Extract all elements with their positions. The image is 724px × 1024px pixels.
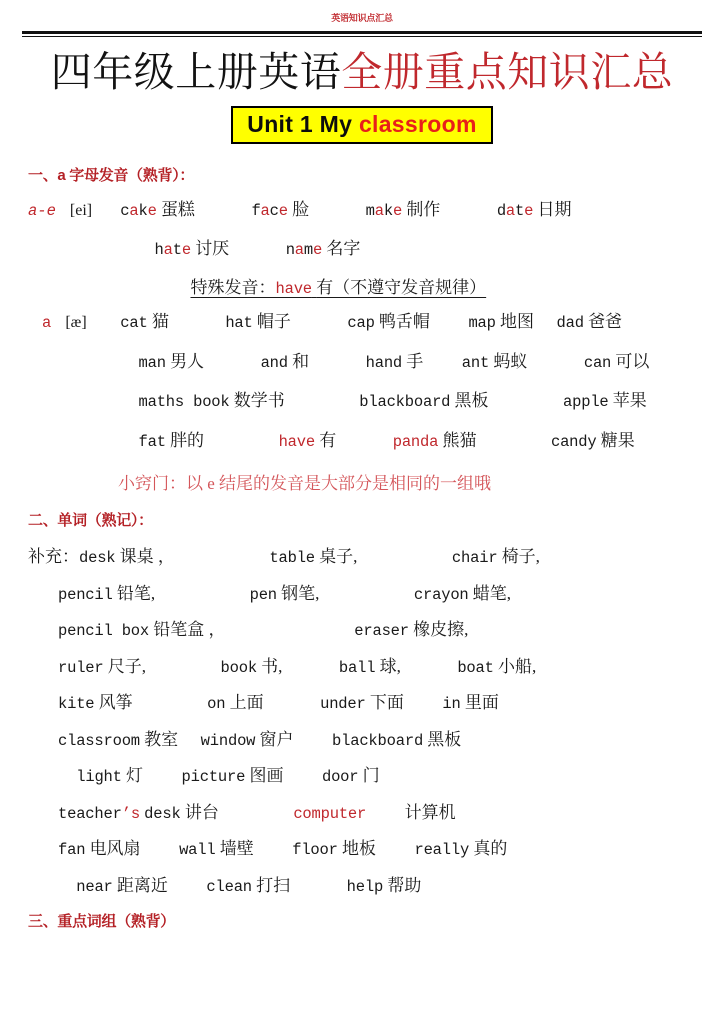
word-fan: fan 电风扇 bbox=[58, 839, 141, 860]
word-floor: floor 地板 bbox=[292, 839, 376, 860]
vocabulary-row bbox=[0, 731, 724, 750]
word-on: on 上面 bbox=[207, 693, 264, 714]
vocabulary-row bbox=[0, 658, 724, 677]
unit-banner bbox=[231, 106, 492, 144]
pronunciation-row-a-1 bbox=[0, 313, 724, 332]
word-door: door 门 bbox=[321, 766, 380, 787]
word-light: light 灯 bbox=[76, 766, 144, 787]
word-date: date 日期 bbox=[496, 199, 572, 220]
pronunciation-marker-ae: a-e [ei] bbox=[28, 201, 93, 220]
vocabulary-lead-label: 补充： bbox=[28, 547, 79, 567]
word-apple: apple 苹果 bbox=[563, 391, 647, 412]
word-wall: wall 墙壁 bbox=[179, 839, 254, 860]
word-ant: ant 蚂蚁 bbox=[461, 351, 528, 372]
word-classroom: classroom 教室 bbox=[58, 729, 179, 750]
word-window: window 窗户 bbox=[200, 729, 294, 750]
word-fat: fat 胖的 bbox=[138, 430, 205, 451]
page-title-black: 四年级上册英语 bbox=[50, 49, 342, 95]
word-pen: pen 钢笔, bbox=[249, 583, 320, 604]
running-header: 英语知识点汇总 bbox=[331, 13, 393, 23]
page-title bbox=[0, 49, 724, 96]
word-cake: cake 蛋糕 bbox=[120, 199, 195, 220]
vocabulary-row bbox=[0, 694, 724, 713]
word-can: can 可以 bbox=[583, 351, 650, 372]
section-heading-2: 二、单词（熟记）： bbox=[28, 512, 153, 530]
vocabulary-row bbox=[0, 548, 724, 567]
word-cat: cat 猫 bbox=[120, 312, 169, 333]
section-heading-1: 一、a 字母发音（熟背）： bbox=[28, 166, 195, 184]
word-desk: desk 课桌 ， bbox=[79, 547, 175, 568]
word-pencil-box: pencil box 铅笔盒 ， bbox=[58, 620, 226, 641]
word-chair: chair 椅子, bbox=[451, 547, 540, 568]
word-hate: hate 讨厌 bbox=[154, 239, 230, 260]
word-in: in 里面 bbox=[442, 693, 499, 714]
pronunciation-row-ae-2 bbox=[0, 240, 724, 259]
vocabulary-row bbox=[0, 585, 724, 604]
phonetic-ei: [ei] bbox=[69, 201, 93, 219]
pronunciation-row-a-3 bbox=[0, 392, 724, 411]
word-face: face 脸 bbox=[251, 199, 310, 220]
word-blackboard-2: blackboard 黑板 bbox=[332, 729, 462, 750]
vocabulary-row bbox=[0, 877, 724, 896]
word-pencil: pencil 铅笔, bbox=[58, 583, 156, 604]
word-name: name 名字 bbox=[285, 239, 361, 260]
word-maths-book: maths book 数学书 bbox=[138, 391, 285, 412]
word-crayon: crayon 蜡笔, bbox=[413, 583, 512, 604]
word-candy: candy 糖果 bbox=[550, 430, 635, 451]
word-computer-cn: 计算机 bbox=[404, 802, 456, 822]
word-table: table 桌子, bbox=[269, 547, 358, 568]
header-divider-rule bbox=[22, 31, 702, 37]
word-man: man 男人 bbox=[138, 351, 205, 372]
word-clean: clean 打扫 bbox=[206, 875, 291, 896]
vocabulary-row bbox=[0, 804, 724, 823]
page-title-red: 全册重点知识汇总 bbox=[341, 49, 674, 95]
vocabulary-row bbox=[0, 767, 724, 786]
word-dad: dad 爸爸 bbox=[556, 312, 623, 333]
word-kite: kite 风筝 bbox=[58, 693, 133, 714]
word-boat: boat 小船, bbox=[457, 656, 537, 677]
word-ball: ball 球, bbox=[338, 656, 401, 677]
vocabulary-row bbox=[0, 840, 724, 859]
word-really: really 真的 bbox=[414, 839, 508, 860]
word-computer: computer bbox=[293, 804, 367, 823]
word-help: help 帮助 bbox=[346, 875, 422, 896]
word-and: and 和 bbox=[260, 351, 310, 372]
special-pronunciation-note: 特殊发音：have 有（不遵守发音规律） bbox=[190, 277, 487, 298]
pronunciation-row-a-2 bbox=[0, 353, 724, 372]
word-eraser: eraser 橡皮擦, bbox=[354, 620, 469, 641]
special-pronunciation-row bbox=[0, 279, 724, 298]
word-make: make 制作 bbox=[365, 199, 441, 220]
pronunciation-marker-a: a [æ] bbox=[42, 314, 87, 333]
word-hand: hand 手 bbox=[365, 351, 424, 372]
word-teachers-desk: teacher’s desk 讲台 bbox=[58, 802, 219, 823]
word-cap: cap 鸭舌帽 bbox=[347, 312, 430, 333]
word-under: under 下面 bbox=[320, 693, 404, 714]
word-panda: panda 熊猫 bbox=[392, 430, 477, 451]
pronunciation-tip: 小窍门：以 e 结尾的发音是大部分是相同的一组哦 bbox=[118, 474, 492, 494]
word-have: have 有 bbox=[278, 430, 337, 451]
unit-banner-red: classroom bbox=[358, 111, 477, 138]
unit-banner-black: Unit 1 My bbox=[247, 111, 353, 138]
word-ruler: ruler 尺子, bbox=[58, 656, 147, 677]
word-blackboard: blackboard 黑板 bbox=[359, 391, 489, 412]
unit-banner-container bbox=[0, 106, 724, 144]
pronunciation-row-a-4 bbox=[0, 432, 724, 451]
phonetic-ae: [æ] bbox=[65, 314, 87, 332]
word-map: map 地图 bbox=[468, 312, 534, 333]
section-heading-3: 三、重点词组（熟背） bbox=[28, 913, 176, 931]
vocabulary-row bbox=[0, 621, 724, 640]
pronunciation-row-ae-1 bbox=[0, 201, 724, 220]
word-hat: hat 帽子 bbox=[225, 312, 291, 333]
word-picture: picture 图画 bbox=[181, 766, 284, 787]
word-book: book 书, bbox=[220, 656, 283, 677]
word-near: near 距离近 bbox=[76, 875, 168, 896]
